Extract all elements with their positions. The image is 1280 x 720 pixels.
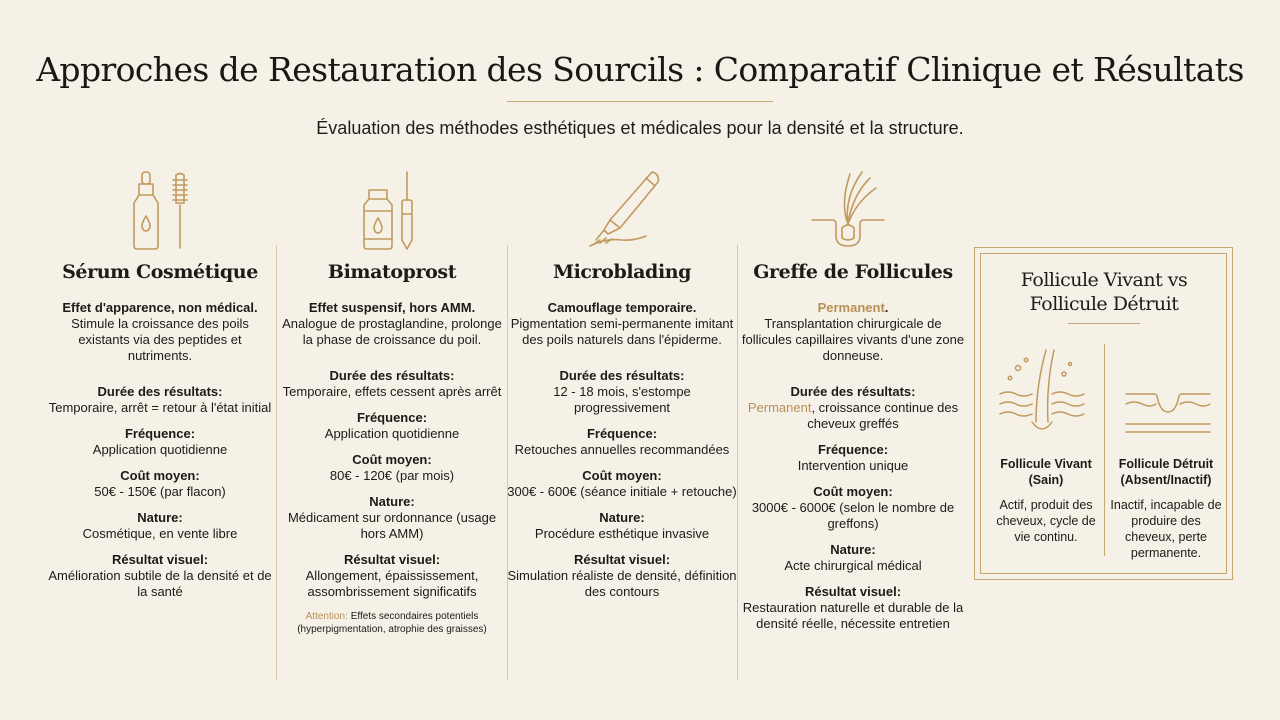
attribute-value: Médicament sur ordonnance (usage hors AMM) (287, 510, 497, 541)
attribute-duration (45, 384, 275, 416)
attribute-label: Nature: (369, 494, 415, 509)
intro-headline: Effet d'apparence, non médical. (62, 300, 258, 315)
attribute-visual-result (507, 552, 737, 600)
page-title: Approches de Restauration des Sourcils : Comparatif Clinique et Résultats (36, 50, 1244, 89)
attribute-value-text: , croissance continue des cheveux greffés (807, 400, 959, 431)
panel-title: Follicule Vivant vs Follicule Détruit (1020, 269, 1188, 315)
attribute-nature (738, 542, 968, 574)
column-title: Bimatoprost (327, 261, 457, 283)
intro-headline: Effet suspensif, hors AMM. (308, 300, 476, 315)
hair-follicle-graft-icon (810, 168, 886, 250)
attribute-label: Fréquence: (124, 426, 196, 441)
attribute-value: Restauration naturelle et durable de la densité réelle, nécessite entretien (742, 600, 964, 631)
attribute-label: Coût moyen: (813, 484, 893, 499)
attribute-value: 3000€ - 6000€ (selon le nombre de greffons) (751, 500, 955, 531)
attribute-nature (45, 510, 275, 542)
attribute-nature (277, 494, 507, 542)
attribute-visual-result (738, 584, 968, 632)
attribute-label: Fréquence: (817, 442, 889, 457)
attribute-value: 12 - 18 mois, s'estompe progressivement (553, 384, 691, 415)
serum-bottle-mascara-wand-icon (128, 170, 194, 252)
attribute-label: Coût moyen: (120, 468, 200, 483)
attribute-value: Procédure esthétique invasive (534, 526, 710, 541)
attribute-label: Résultat visuel: (804, 584, 902, 599)
attribute-cost (738, 484, 968, 532)
attribute-label: Coût moyen: (582, 468, 662, 483)
living-follicle-icon (996, 346, 1088, 438)
warning-text: Effets secondaires potentiels (hyperpigmentation, atrophie des graisses) (297, 611, 487, 635)
attribute-frequency (45, 426, 275, 458)
method-intro (507, 300, 737, 348)
column-title: Sérum Cosmétique (62, 261, 258, 283)
attribute-label: Résultat visuel: (343, 552, 441, 567)
permanent-highlight: Permanent (747, 400, 812, 415)
intro-description: Transplantation chirurgicale de follicules capillaires vivants d'une zone donneuse. (741, 316, 965, 363)
attribute-value: Amélioration subtile de la densité et de la santé (48, 568, 272, 599)
attribute-label: Nature: (137, 510, 183, 525)
attribute-value: Acte chirurgical médical (784, 558, 922, 573)
attribute-label: Fréquence: (356, 410, 428, 425)
attribute-visual-result (45, 552, 275, 600)
attribute-duration (507, 368, 737, 416)
attribute-duration (277, 368, 507, 400)
intro-headline: Camouflage temporaire. (547, 300, 697, 315)
attribute-value: Temporaire, arrêt = retour à l'état initial (48, 400, 272, 415)
attribute-cost (277, 452, 507, 484)
attribute-label: Durée des résultats: (329, 368, 455, 383)
attribute-value: Allongement, épaississement, assombrissement significatifs (305, 568, 479, 599)
intro-headline (818, 300, 889, 315)
column-title: Greffe de Follicules (753, 261, 953, 283)
attribute-value: Retouches annuelles recommandées (514, 442, 730, 457)
attribute-cost (45, 468, 275, 500)
side-effects-warning (277, 610, 507, 636)
title-divider (507, 101, 773, 102)
attribute-visual-result (277, 552, 507, 600)
method-intro (738, 300, 968, 364)
warning-label: Attention: (305, 611, 348, 622)
attribute-label: Durée des résultats: (97, 384, 223, 399)
permanent-highlight: Permanent (817, 300, 885, 315)
method-column-bimatoprost (277, 258, 507, 636)
destroyed-follicle-label: Follicule Détruit (Absent/Inactif) (1118, 457, 1214, 487)
attribute-value: Cosmétique, en vente libre (82, 526, 238, 541)
attribute-value: Intervention unique (797, 458, 909, 473)
attribute-frequency (277, 410, 507, 442)
attribute-cost (507, 468, 737, 500)
intro-description: Stimule la croissance des poils existants via des peptides et nutriments. (71, 316, 249, 363)
attribute-label: Résultat visuel: (573, 552, 671, 567)
attribute-label: Nature: (599, 510, 645, 525)
attribute-value: Application quotidienne (324, 426, 460, 441)
attribute-value: Temporaire, effets cessent après arrêt (282, 384, 502, 399)
microblading-pen-icon (586, 168, 666, 250)
attribute-value: 80€ - 120€ (par mois) (329, 468, 455, 483)
living-follicle-column (987, 456, 1105, 545)
method-column-serum (45, 258, 275, 610)
attribute-label: Coût moyen: (352, 452, 432, 467)
attribute-value: Simulation réaliste de densité, définition des contours (507, 568, 737, 599)
intro-description: Pigmentation semi-permanente imitant des poils naturels dans l'épiderme. (510, 316, 734, 347)
living-follicle-label: Follicule Vivant (Sain) (1000, 457, 1092, 487)
intro-headline-end: . (884, 300, 889, 315)
attribute-value: 300€ - 600€ (séance initiale + retouche) (507, 484, 737, 499)
attribute-value: 50€ - 150€ (par flacon) (94, 484, 226, 499)
medicine-bottle-dropper-icon (358, 170, 424, 252)
method-intro (45, 300, 275, 364)
page-subtitle: Évaluation des méthodes esthétiques et médicales pour la densité et la structure. (316, 118, 964, 138)
attribute-label: Fréquence: (586, 426, 658, 441)
attribute-duration (738, 384, 968, 432)
method-column-follicle-graft (738, 258, 968, 642)
attribute-frequency (738, 442, 968, 474)
attribute-label: Résultat visuel: (111, 552, 209, 567)
attribute-frequency (507, 426, 737, 458)
destroyed-follicle-icon (1120, 380, 1216, 440)
living-follicle-description: Actif, produit des cheveux, cycle de vie continu. (996, 498, 1096, 544)
attribute-value (738, 400, 968, 432)
attribute-nature (507, 510, 737, 542)
method-column-microblading (507, 258, 737, 610)
attribute-label: Durée des résultats: (559, 368, 685, 383)
intro-description: Analogue de prostaglandine, prolonge la phase de croissance du poil. (282, 316, 502, 347)
destroyed-follicle-column (1107, 456, 1225, 561)
panel-title-divider (1068, 323, 1140, 324)
attribute-label: Nature: (830, 542, 876, 557)
attribute-label: Durée des résultats: (790, 384, 916, 399)
attribute-value: Application quotidienne (92, 442, 228, 457)
column-title: Microblading (552, 261, 692, 283)
destroyed-follicle-description: Inactif, incapable de produire des cheveux, perte permanente. (1110, 498, 1222, 560)
method-intro (277, 300, 507, 348)
